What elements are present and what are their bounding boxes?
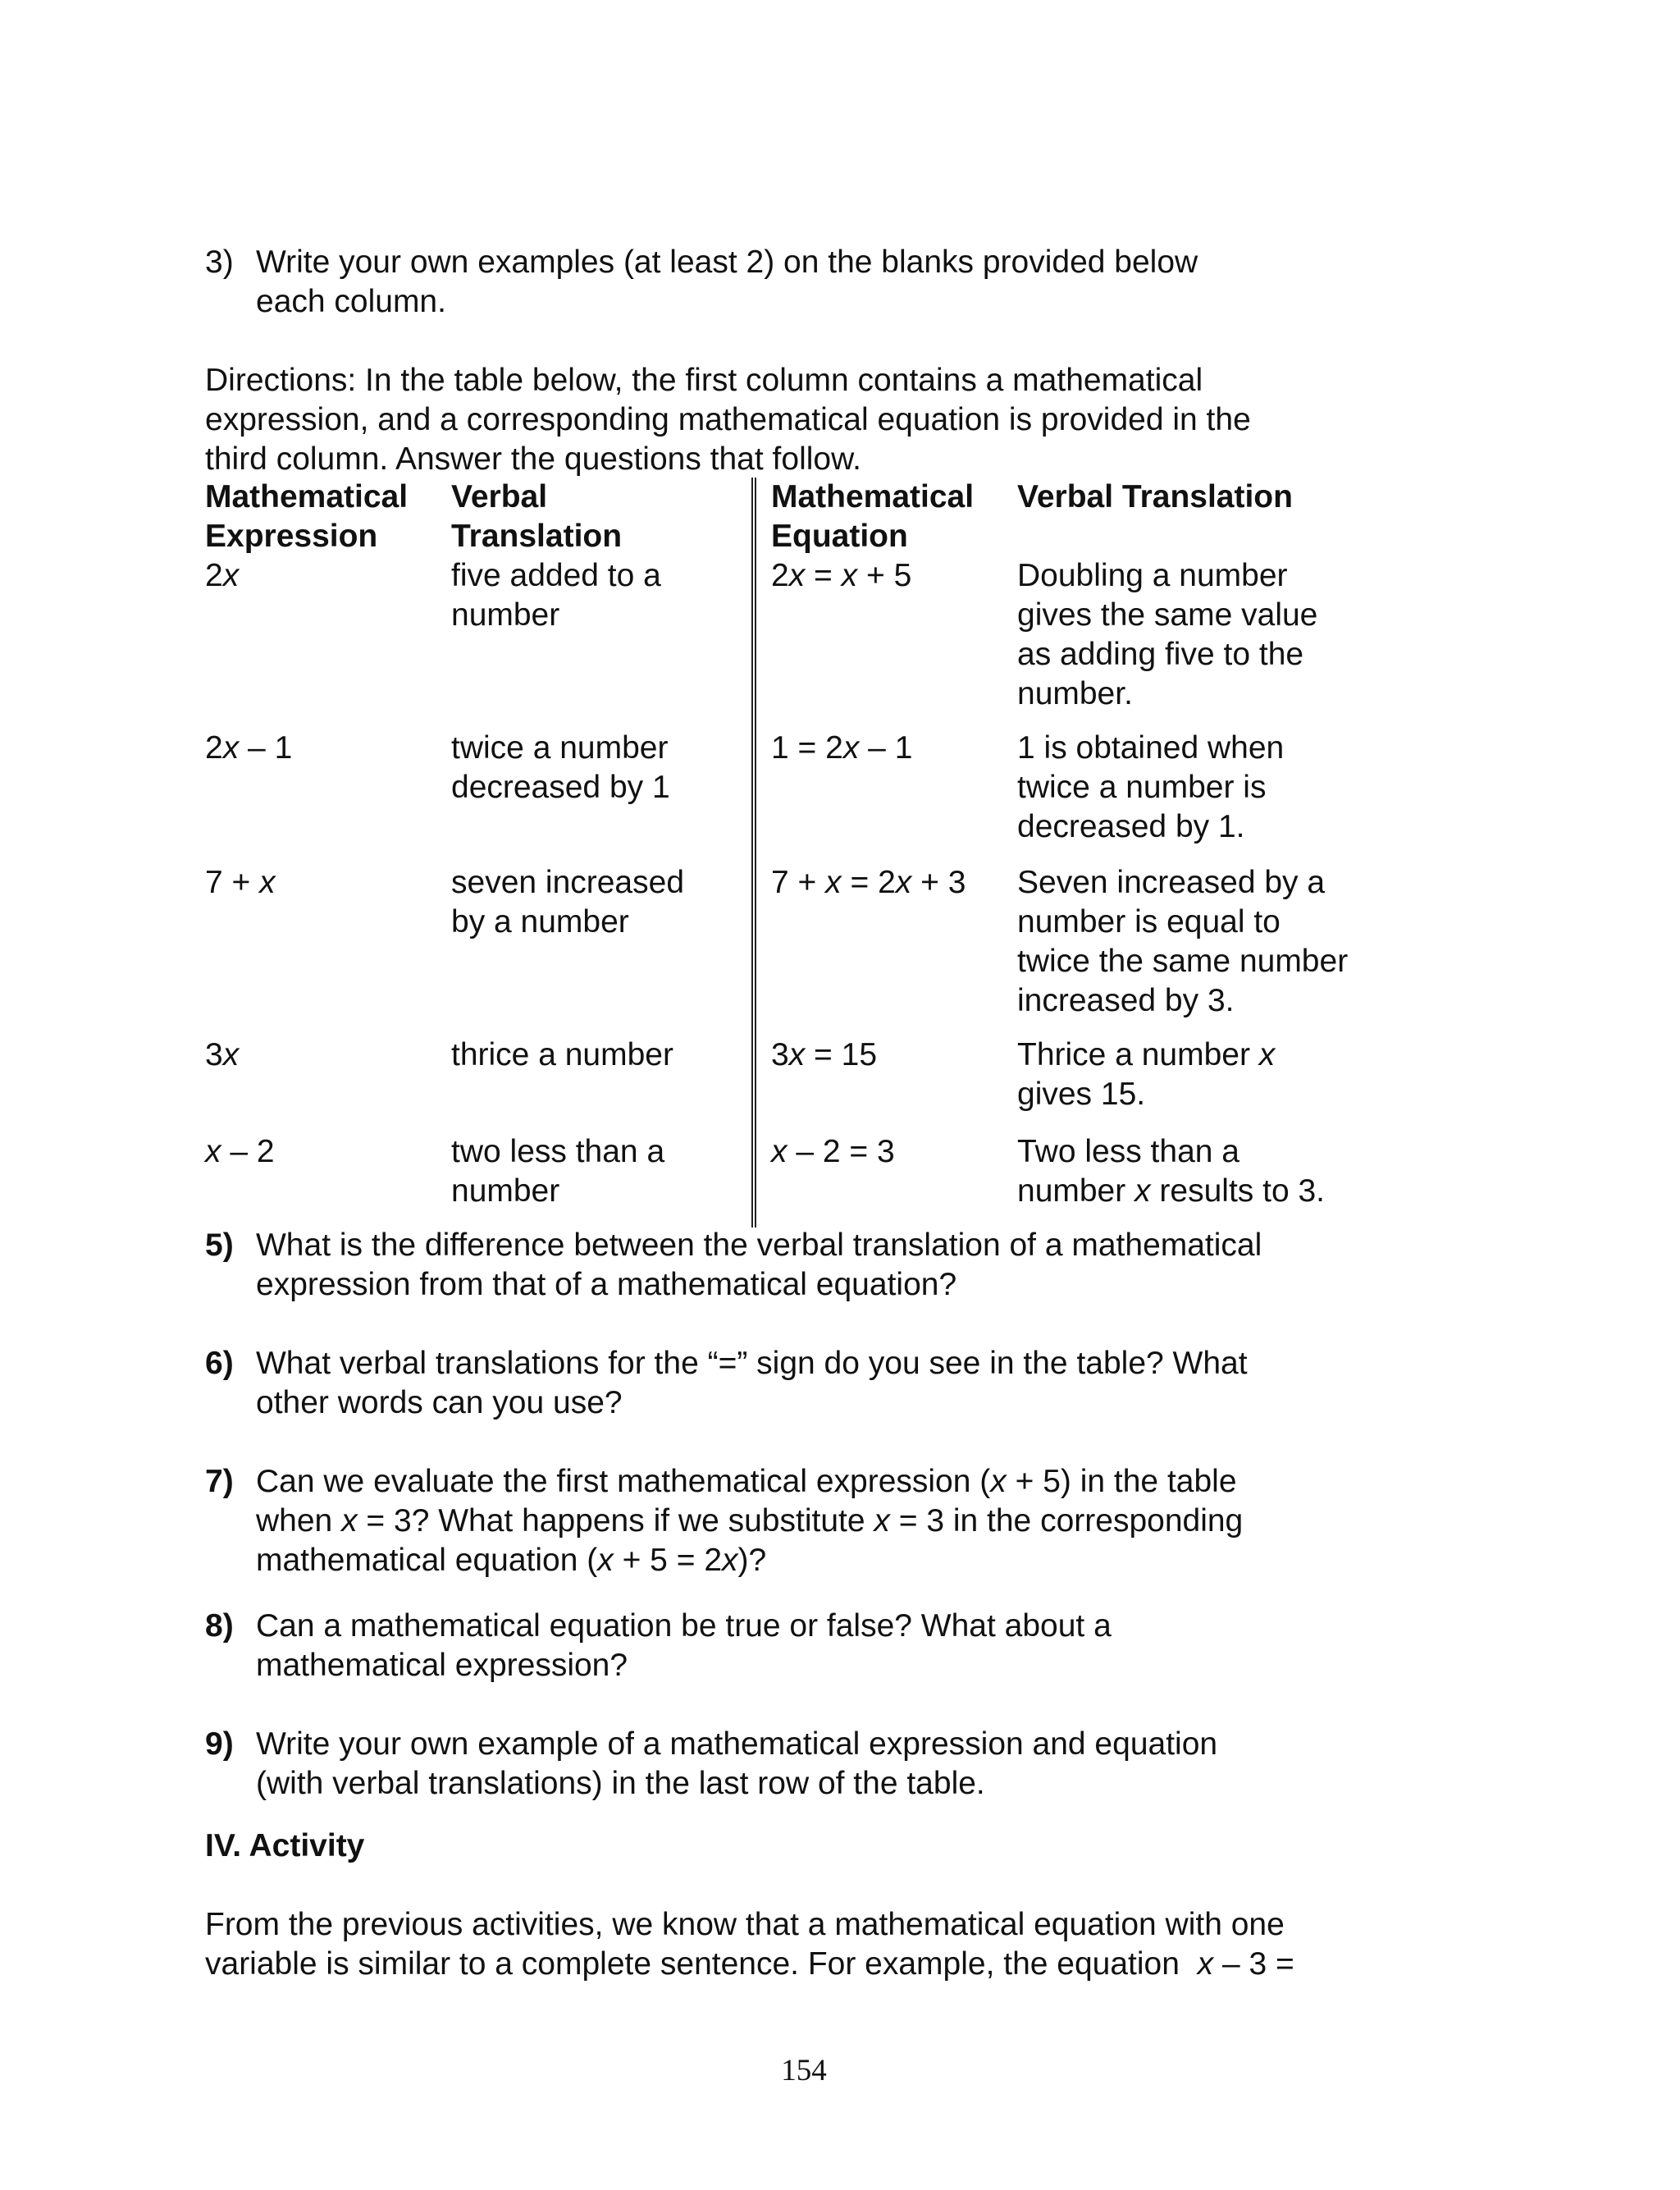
page-number: 154: [781, 2054, 827, 2087]
item-number: 3): [205, 245, 234, 280]
question-number: 9): [205, 1726, 234, 1762]
row4-translation: Thrice a number x gives 15.: [1017, 1037, 1276, 1112]
row2-translation: 1 is obtained when twice a number is decreased by 1.: [1017, 730, 1285, 844]
row2-expression: 2x – 1: [205, 730, 293, 766]
row5-expression: x – 2: [205, 1134, 275, 1169]
row5-equation: x – 2 = 3: [771, 1134, 895, 1169]
row5-translation: Two less than a number x results to 3.: [1017, 1134, 1326, 1209]
question-text: Can we evaluate the first mathematical expression (x + 5) in the table when x = 3? What happens if we substitute x = 3 in the corresponding mathematical equation (x + 5 = 2x)?: [256, 1464, 1244, 1578]
activity-paragraph: From the previous activities, we know that a mathematical equation with one variable is similar to a complete sentence. For example, the equation x – 3 =: [205, 1907, 1294, 1982]
row3-verbal: seven increased by a number: [451, 865, 685, 940]
question-text: Write your own example of a mathematical expression and equation (with verbal translations) in the last row of the table.: [256, 1726, 1218, 1801]
row1-translation: Doubling a number gives the same value as adding five to the number.: [1017, 558, 1318, 711]
row3-translation: Seven increased by a number is equal to twice the same number increased by 3.: [1017, 865, 1349, 1018]
row4-expression: 3x: [205, 1037, 240, 1072]
row4-verbal: thrice a number: [451, 1037, 673, 1072]
row3-expression: 7 + x: [205, 865, 276, 900]
question-text: What verbal translations for the “=” sign do you see in the table? What other words can you use?: [256, 1346, 1248, 1420]
question-number: 7): [205, 1464, 234, 1499]
row2-equation: 1 = 2x – 1: [771, 730, 913, 766]
item-text: Write your own examples (at least 2) on the blanks provided below each column.: [256, 245, 1198, 319]
question-number: 6): [205, 1346, 234, 1381]
header-verbal-translation-1: Verbal Translation: [451, 479, 623, 554]
row5-verbal: two less than a number: [451, 1134, 665, 1209]
header-math-expression: Mathematical Expression: [205, 479, 409, 554]
row1-equation: 2x = x + 5: [771, 558, 912, 593]
table-column-divider: [751, 478, 756, 1228]
question-number: 5): [205, 1228, 234, 1263]
row3-equation: 7 + x = 2x + 3: [771, 865, 966, 900]
row2-verbal: twice a number decreased by 1: [451, 730, 670, 805]
question-text: Can a mathematical equation be true or false? What about a mathematical expression?: [256, 1608, 1112, 1683]
row1-expression: 2x: [205, 558, 240, 593]
row4-equation: 3x = 15: [771, 1037, 878, 1072]
section-heading: IV. Activity: [205, 1828, 365, 1863]
row1-verbal: five added to a number: [451, 558, 661, 633]
header-math-equation: Mathematical Equation: [771, 479, 975, 554]
directions-paragraph: Directions: In the table below, the first column contains a mathematical expression, and a corresponding mathematical equation is provided in the third column. Answer the questions that follow.: [205, 363, 1251, 477]
header-verbal-translation-2: Verbal Translation: [1017, 479, 1293, 514]
question-number: 8): [205, 1608, 234, 1644]
question-text: What is the difference between the verbal translation of a mathematical expression from that of a mathematical equation?: [256, 1228, 1262, 1302]
